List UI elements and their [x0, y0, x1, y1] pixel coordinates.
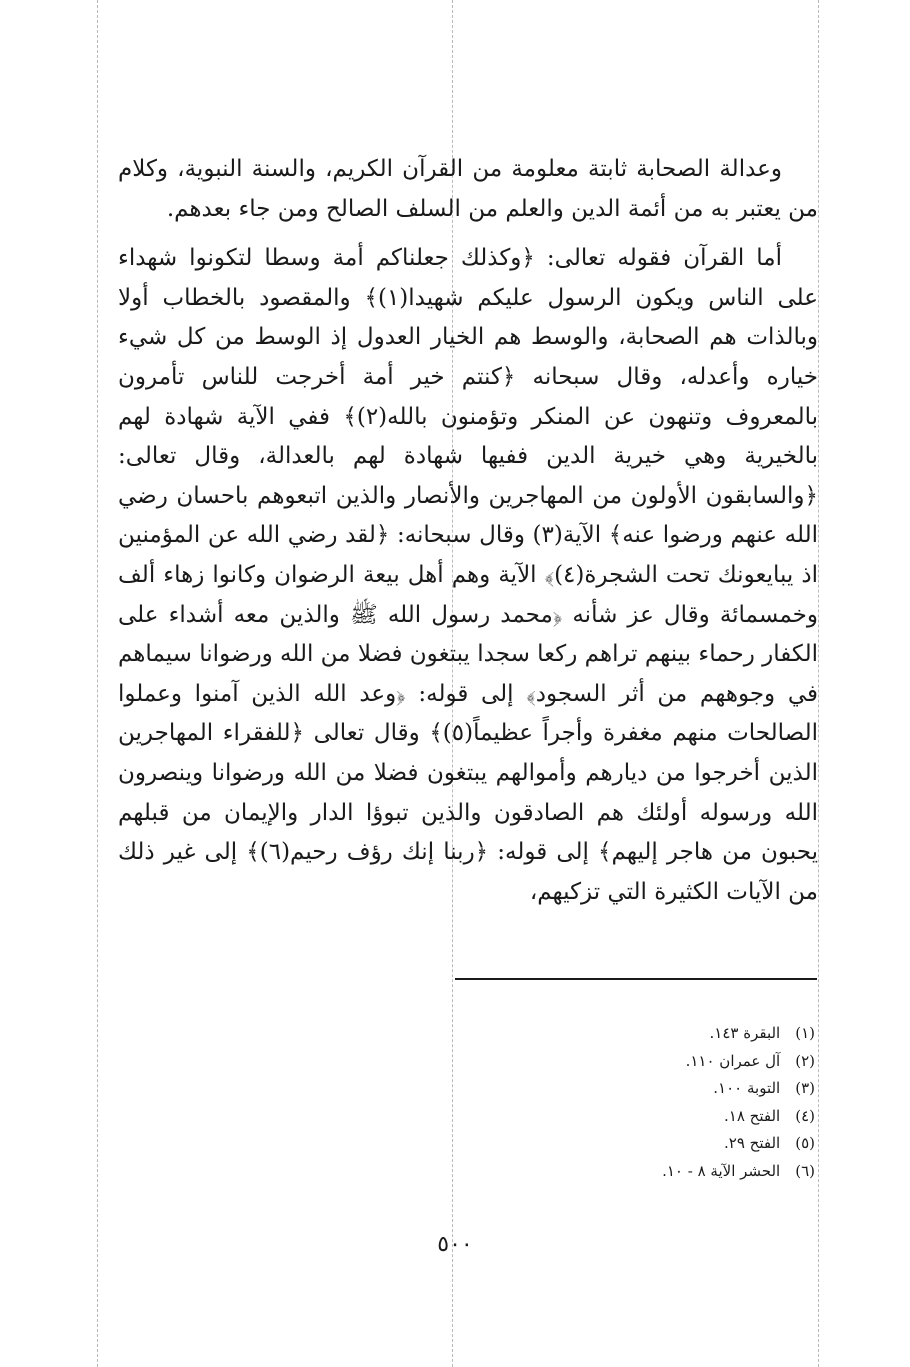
margin-guide-line [818, 0, 819, 1367]
footnote-text: التوبة ١٠٠. [713, 1079, 781, 1098]
paragraph-quran-evidence: أما القرآن فقوله تعالى: ﴿وكذلك جعلناكم أمة وسطا لتكونوا شهداء على الناس ويكون الرسول عليكم شهيدا(١)﴾ والمقصود بالخطاب أولا وبالذات هم الصحابة، والوسط هم الخيار العدول إذ الوسط من كل شيء خياره وأعدله، وقال سبحانه ﴿كنتم خير أمة أخرجت للناس تأمرون بالمعروف وتنهون عن المنكر وتؤمنون بالله(٢)﴾ ففي الآية شهادة لهم بالخيرية وهي خيرية الدين ففيها شهادة لهم بالعدالة، وقال تعالى: ﴿والسابقون الأولون من المهاجرين والأنصار والذين اتبعوهم باحسان رضي الله عنهم ورضوا عنه﴾ الآية(٣) وقال سبحانه: ﴿لقد رضي الله عن المؤمنين اذ يبايعونك تحت الشجرة(٤)﴾ الآية وهم أهل بيعة الرضوان وكانوا زهاء ألف وخمسمائة وقال عز شأنه ﴿محمد رسول الله ﷺ والذين معه أشداء على الكفار رحماء بينهم تراهم ركعا سجدا يبتغون فضلا من الله ورضوانا سيماهم في وجوههم من أثر السجود﴾ إلى قوله: ﴿وعد الله الذين آمنوا وعملوا الصالحات منهم مغفرة وأجراً عظيماً(٥)﴾ وقال تعالى ﴿للفقراء المهاجرين الذين أخرجوا من ديارهم وأموالهم يبتغون فضلا من الله ورضوانا وينصرون الله ورسوله أولئك هم الصادقون والذين تبوؤا الدار والإيمان من قبلهم يحبون من هاجر إليهم﴾ إلى قوله: ﴿ربنا إنك رؤف رحيم(٦)﴾ إلى غير ذلك من الآيات الكثيرة التي تزكيهم، [118, 245, 818, 905]
footnote-text: الحشر الآية ٨ - ١٠. [662, 1161, 781, 1180]
margin-guide-line [97, 0, 98, 1367]
footnote-number: (٤) [795, 1106, 815, 1125]
footnote-number: (٢) [795, 1051, 815, 1070]
footnote-item [560, 1075, 815, 1103]
footnote-text: البقرة ١٤٣. [709, 1024, 781, 1042]
footnote-separator [455, 978, 817, 980]
footnotes-list [560, 1020, 815, 1186]
footnote-number: (٣) [795, 1079, 815, 1098]
footnote-number: (٥) [795, 1134, 815, 1153]
footnote-item [560, 1103, 815, 1131]
footnote-item [560, 1130, 815, 1158]
footnote-item [560, 1158, 815, 1186]
footnote-text: الفتح ٢٩. [724, 1134, 781, 1153]
page-number: ٥٠٠ [437, 1232, 473, 1257]
footnote-number: (٦) [795, 1161, 815, 1180]
footnote-item [560, 1048, 815, 1076]
main-text [118, 150, 818, 912]
footnote-number: (١) [795, 1024, 815, 1042]
footnote-text: آل عمران ١١٠. [685, 1051, 781, 1070]
footnote-text: الفتح ١٨. [724, 1106, 781, 1125]
footnote-item [560, 1020, 815, 1048]
paragraph-intro: وعدالة الصحابة ثابتة معلومة من القرآن الكريم، والسنة النبوية، وكلام من يعتبر به من أئمة الدين والعلم من السلف الصالح ومن جاء بعدهم. [118, 156, 818, 222]
